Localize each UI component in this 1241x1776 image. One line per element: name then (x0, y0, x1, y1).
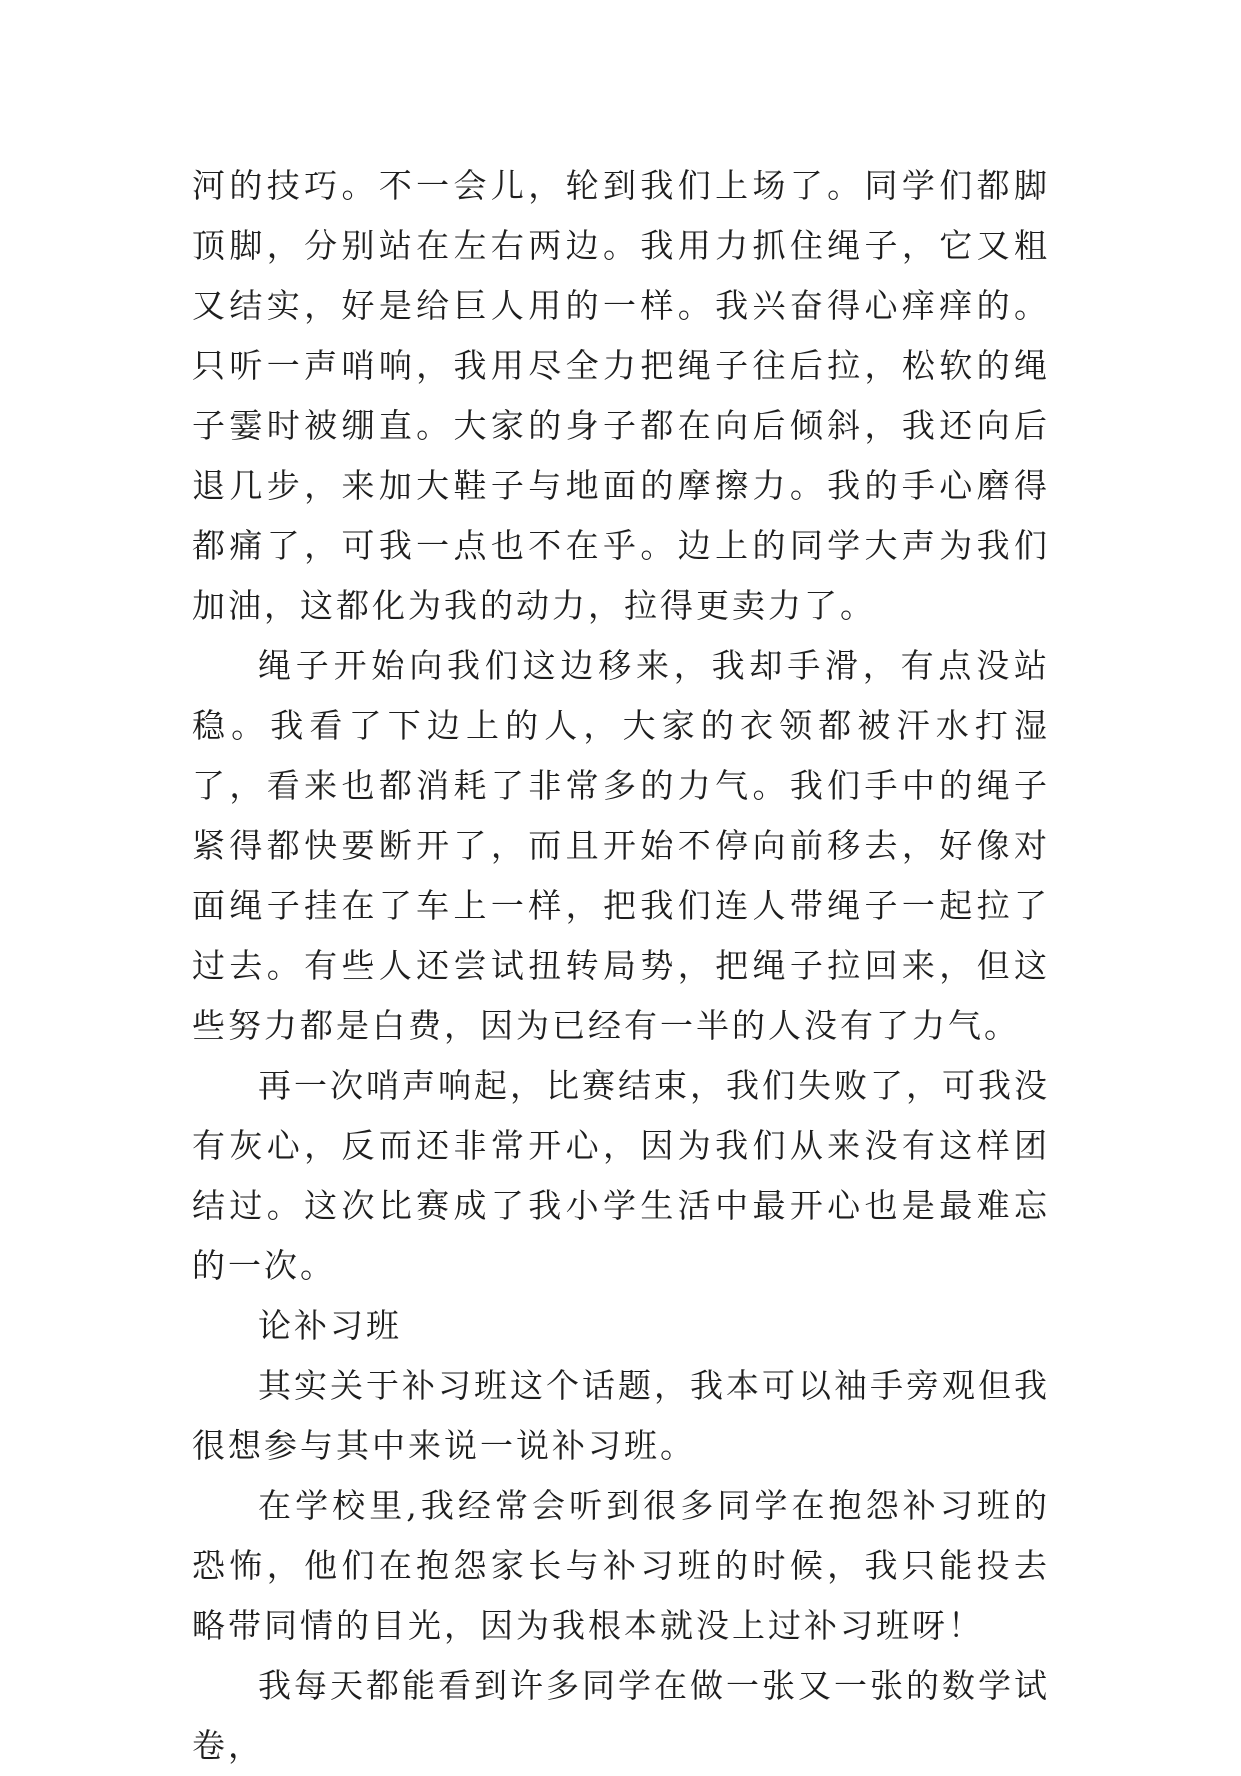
document-body (192, 156, 1050, 1776)
paragraph-6: 我每天都能看到许多同学在做一张又一张的数学试卷， (192, 1666, 1050, 1765)
paragraph-3: 再一次哨声响起，比赛结束，我们失败了，可我没有灰心，反而还非常开心，因为我们从来没有这样团结过。这次比赛成了我小学生活中最开心也是最难忘的一次。 (192, 1066, 1050, 1285)
paragraph-4: 其实关于补习班这个话题，我本可以袖手旁观但我很想参与其中来说一说补习班。 (192, 1366, 1050, 1465)
paragraph-1: 河的技巧。不一会儿，轮到我们上场了。同学们都脚顶脚，分别站在左右两边。我用力抓住绳子，它又粗又结实，好是给巨人用的一样。我兴奋得心痒痒的。只听一声哨响，我用尽全力把绳子往后拉，松软的绳子霎时被绷直。大家的身子都在向后倾斜，我还向后退几步，来加大鞋子与地面的摩擦力。我的手心磨得都痛了，可我一点也不在乎。边上的同学大声为我们加油，这都化为我的动力，拉得更卖力了。 (192, 166, 1050, 625)
section-heading: 论补习班 (258, 1306, 402, 1345)
paragraph-5: 在学校里,我经常会听到很多同学在抱怨补习班的恐怖，他们在抱怨家长与补习班的时候，我只能投去略带同情的目光，因为我根本就没上过补习班呀！ (192, 1486, 1050, 1645)
paragraph-2: 绳子开始向我们这边移来，我却手滑，有点没站稳。我看了下边上的人，大家的衣领都被汗水打湿了，看来也都消耗了非常多的力气。我们手中的绳子紧得都快要断开了，而且开始不停向前移去，好像对面绳子挂在了车上一样，把我们连人带绳子一起拉了过去。有些人还尝试扭转局势，把绳子拉回来，但这些努力都是白费，因为已经有一半的人没有了力气。 (192, 646, 1050, 1045)
